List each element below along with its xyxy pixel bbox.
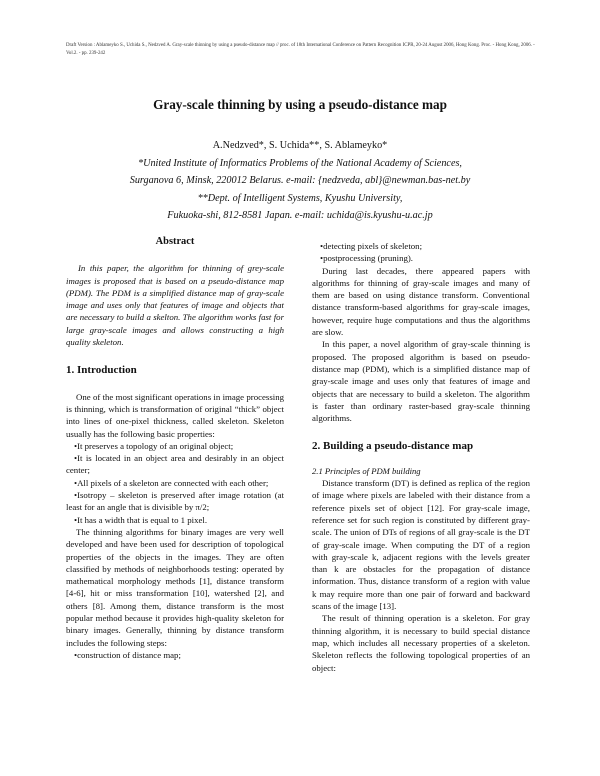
property-bullet-4: •Isotropy – skeleton is preserved after image rotation (at least for an angle that is divisible by π/2; bbox=[66, 490, 284, 513]
property-bullet-3: •All pixels of a skeleton are connected with each other; bbox=[74, 477, 269, 488]
affiliation-1-line-2: Surganova 6, Minsk, 220012 Belarus. e-mail: {nedzveda, abl}@newman.bas-net.by bbox=[129, 175, 471, 186]
paper-title: Gray-scale thinning by using a pseudo-distance map bbox=[153, 97, 447, 112]
section-2-heading: 2. Building a pseudo-distance map bbox=[312, 440, 474, 453]
intro-paragraph-2: The thinning algorithms for binary images are very well developed and have been used for description of topological properties of the objects in the images. They are often classified by methods of neighborhoods testing: operated by mathematical morphology methods [1], distance transform [4-6], hit or miss transformation [10], watershed [2], and others [8]. Among them, distance transform is the most popular method because it provides high-quality skeleton for binary images. Generally, thinning by distance transform includes the following steps: bbox=[66, 526, 284, 648]
affiliation-1-line-1: *United Institute of Informatics Problems of the National Academy of Sciences, bbox=[138, 157, 462, 169]
affiliation-2-line-2: Fukuoka-shi, 812-8581 Japan. e-mail: uchida@is.kyushu-u.ac.jp bbox=[167, 210, 433, 221]
author-block bbox=[40, 137, 560, 225]
right-column bbox=[312, 240, 530, 674]
step-bullet-2: •detecting pixels of skeleton; bbox=[320, 241, 423, 251]
step-bullet-1: •construction of distance map; bbox=[74, 649, 181, 660]
right-paragraph-2: In this paper, a novel algorithm of gray-scale thinning is proposed. The proposed algorithm is based on pseudo-distance map (PDM), which is a simplified distance map of gray-scale image and uses only that features of image and objects that are necessary to build a skeleton. The algorithm is faster than ordinary raster-based gray-scale thinning algorithms. bbox=[312, 339, 530, 424]
property-bullet-5: •It has a width that is equal to 1 pixel. bbox=[74, 514, 208, 525]
abstract-heading: Abstract bbox=[155, 236, 195, 247]
subsection-2-1-heading: 2.1 Principles of PDM building bbox=[312, 465, 421, 476]
abstract-text: In this paper, the algorithm for thinning of grey-scale images is proposed that is based on a pseudo-distance map (PDM). The PDM is a simplified distance map of gray-scale image and uses only that features of image and objects that are necessary to build a skelton. The algorithm works fast for large gray-scale images and allows constructing a high quality skeleton. bbox=[66, 263, 284, 348]
right-paragraph-1: During last decades, there appeared papers with algorithms for thinning of gray-scale images and many of them are based on using distance transform. Conventional distance transform-based algorithms for gray-scale images, however, require huge computations and thus the algorithms are slow. bbox=[312, 265, 530, 338]
step-bullet-3: •postprocessing (pruning). bbox=[320, 253, 413, 264]
property-bullet-1: •It preserves a topology of an original object; bbox=[74, 440, 234, 451]
intro-heading: 1. Introduction bbox=[66, 364, 137, 377]
intro-paragraph-1: One of the most significant operations in image processing is thinning, which is transformation of original “thick” object into lines of one-pixel thickness, called skeleton. Skeleton usually has the following basic properties: bbox=[66, 391, 284, 439]
affiliation-2-line-1: **Dept. of Intelligent Systems, Kyushu University, bbox=[197, 192, 403, 204]
left-column bbox=[66, 236, 284, 661]
author-names: A.Nedzved*, S. Uchida**, S. Ablameyko* bbox=[212, 140, 388, 151]
property-bullet-2: •It is located in an object area and desirably in an object center; bbox=[66, 453, 284, 476]
right-paragraph-3: Distance transform (DT) is defined as replica of the region of image where pixels are labeled with their distance from a reference pixels set of object [12]. For gray-scale image, reference set for such region is constituted by different gray-scale. The union of DTs of regions of all gray-scale is the DT of gray-scale image. When computing the DT of a region with gray-scale k, adjacent regions with the levels greater than k are obstacles for the propagation of distance information. Thus, distance transform of a region with value k may require more than one pair of forward and backward scans of the image [13]. bbox=[312, 478, 530, 612]
right-paragraph-4: The result of thinning operation is a skeleton. For gray thinning algorithm, it is necessary to build special distance map, which includes all necessary properties of a skeleton. Skeleton reflects the following topological properties of an object: bbox=[312, 613, 530, 673]
citation-note: Draft Version : Ablameyko S., Uchida S., Nedzved A. Gray-scale thinning by using a pseudo-distance map // proc. of 18th International Conference on Pattern Recognition ICPR, 20-24 August 2006, Hong Kong. Proc. - Hong Kong, 2006. - Vol.2. - pp. 239-242 bbox=[66, 43, 535, 56]
